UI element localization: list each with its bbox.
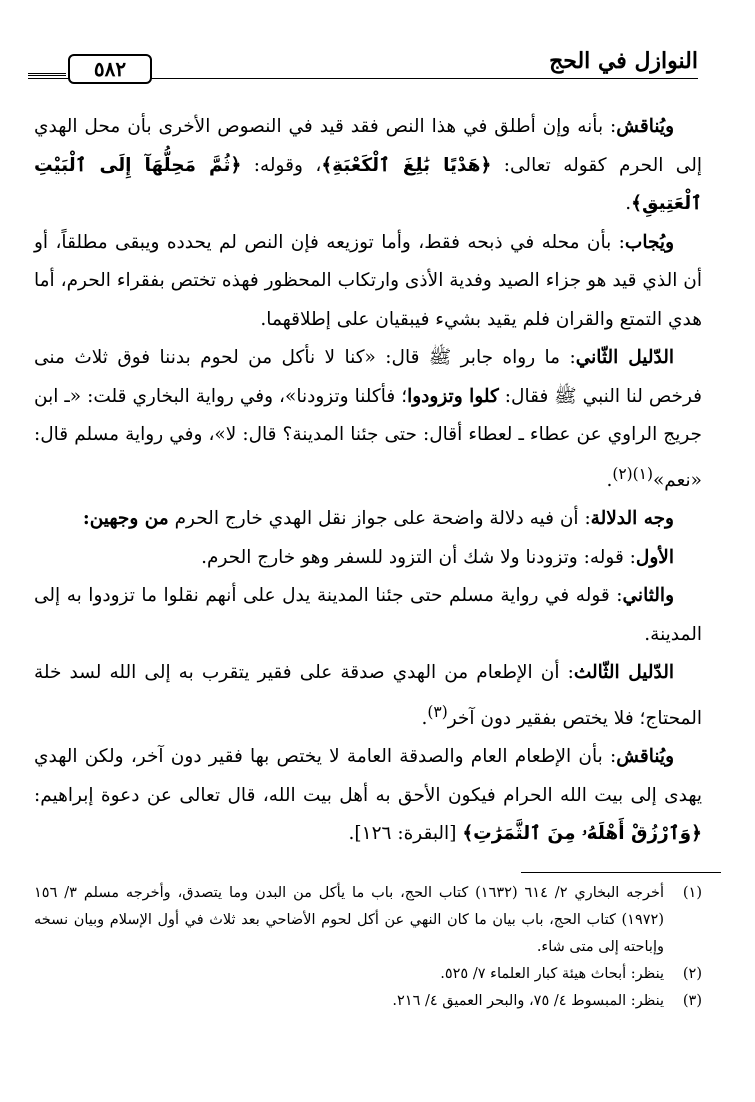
paragraph-6 (34, 577, 702, 654)
paragraph-3 (34, 339, 702, 500)
paragraph-7 (34, 654, 702, 738)
paragraph-text: : بأن الإطعام العام والصدقة العامة لا يختص بها فقير دون آخر، ولكن الهدي يهدى إلى بيت الله الحرام فيكون الأحق به أهل بيت الله، قال تعالى عن دعوة إبراهيم: (34, 746, 702, 806)
quran-verse: ﴿وَٱرْزُقْ أَهْلَهُۥ مِنَ ٱلثَّمَرَٰتِ﴾ (462, 823, 702, 845)
bold-quote: كلوا وتزودوا (407, 385, 499, 407)
lead-term: ويُناقش (616, 116, 674, 137)
running-title: النوازل في الحج (549, 48, 698, 74)
quran-citation: [البقرة: ١٢٦]. (348, 823, 463, 845)
footnote-number: (٢) (682, 966, 702, 982)
footnote-ref: (١)(٢) (612, 464, 653, 483)
paragraph-text: . (625, 193, 632, 214)
footnotes (34, 880, 702, 1015)
paragraph-8 (34, 738, 702, 854)
paragraph-text: . (606, 469, 613, 491)
footnote-text: أخرجه البخاري ٢/ ٦١٤ (١٦٣٢) كتاب الحج، باب ما يأكل من البدن وما يتصدق، وأخرجه مسلم ٣/ ١٥٦ (١٩٧٢) كتاب الحج، باب بيان ما كان النهي عن أكل لحوم الأضاحي بعد ثلاث في أول الإسلام وبيان نسخه وإباحته إلى متى شاء. (34, 885, 664, 955)
footnote-divider (521, 872, 721, 873)
paragraph-4 (34, 500, 702, 539)
page-number: ٥٨٢ (68, 54, 152, 84)
footnote (34, 880, 702, 961)
paragraph-text: : بأن محله في ذبحه فقط، وأما توزيعه فإن النص لم يحدده ويبقى مطلقاً، أو أن الذي قيد هو جزاء الصيد وفدية الأذى وارتكاب المحظور فهذه تختص بفقراء الحرم، أما هدي التمتع والقران فلم يقيد بشيء فيبقيان على إطلاقهما. (34, 231, 702, 330)
footnote (34, 961, 702, 988)
footnote-number: (٣) (682, 993, 702, 1009)
paragraph-5 (34, 539, 702, 578)
main-text (34, 108, 702, 854)
header-double-rule (28, 73, 66, 76)
paragraph-text: : قوله في رواية مسلم حتى جئنا المدينة يدل على أنهم نقلوا ما تزودوا به إلى المدينة. (34, 585, 702, 645)
paragraph-text: . (421, 707, 428, 729)
footnote-text: ينظر: أبحاث هيئة كبار العلماء ٧/ ٥٢٥. (440, 966, 664, 982)
paragraph-text: : قوله: وتزودنا ولا شك أن التزود للسفر وهو خارج الحرم. (201, 546, 636, 568)
page-header (28, 46, 698, 86)
lead-term: الأول (635, 546, 674, 568)
paragraph-2 (34, 224, 702, 340)
paragraph-text: : أن فيه دلالة واضحة على جواز نقل الهدي خارج الحرم (168, 508, 591, 530)
footnote (34, 988, 702, 1015)
paragraph-text: : بأنه وإن أطلق في هذا النص فقد قيد في النصوص الأخرى بأن محل الهدي إلى الحرم كقوله تعالى: (34, 116, 702, 176)
footnote-ref: (٣) (427, 702, 448, 721)
lead-term: ويُجاب (624, 231, 674, 253)
paragraph-1 (34, 108, 702, 224)
quran-verse: ﴿هَدْيًا بَٰلِغَ ٱلْكَعْبَةِ﴾ (321, 154, 492, 176)
footnote-text: ينظر: المبسوط ٤/ ٧٥، والبحر العميق ٤/ ٢١٦. (392, 993, 664, 1009)
lead-term: والثاني (622, 585, 674, 607)
lead-term: الدّليل الثّاني (575, 347, 674, 368)
paragraph-text: : ما رواه جابر ﷺ قال: «كنا لا نأكل من لحوم بدننا فوق ثلاث منى فرخص لنا النبي ﷺ فقال: (34, 347, 702, 407)
paragraph-text: ، وقوله: (241, 154, 322, 176)
quran-verse: ﴿ثُمَّ مَحِلُّهَآ إِلَى ٱلْبَيْتِ ٱلْعَتِيقِ﴾ (34, 154, 702, 214)
footnote-number: (١) (682, 885, 702, 901)
lead-term: وجه الدلالة (590, 508, 674, 530)
paragraph-text: ؛ فأكلنا وتزودنا»، وفي رواية البخاري قلت: «ـ ابن جريج الراوي عن عطاء ـ لعطاء أقال: حتى جئنا المدينة؟ قال: لا»، وفي رواية مسلم قال: «نعم» (34, 385, 702, 491)
paragraph-text: : أن الإطعام من الهدي صدقة على فقير يتقرب به إلى الله لسد خلة المحتاج؛ فلا يختص بفقير دون آخر (34, 662, 702, 729)
lead-term: ويُناقش (616, 746, 674, 768)
bold-tail: من وجهين: (82, 508, 169, 530)
lead-term: الدّليل الثّالث (573, 662, 674, 684)
